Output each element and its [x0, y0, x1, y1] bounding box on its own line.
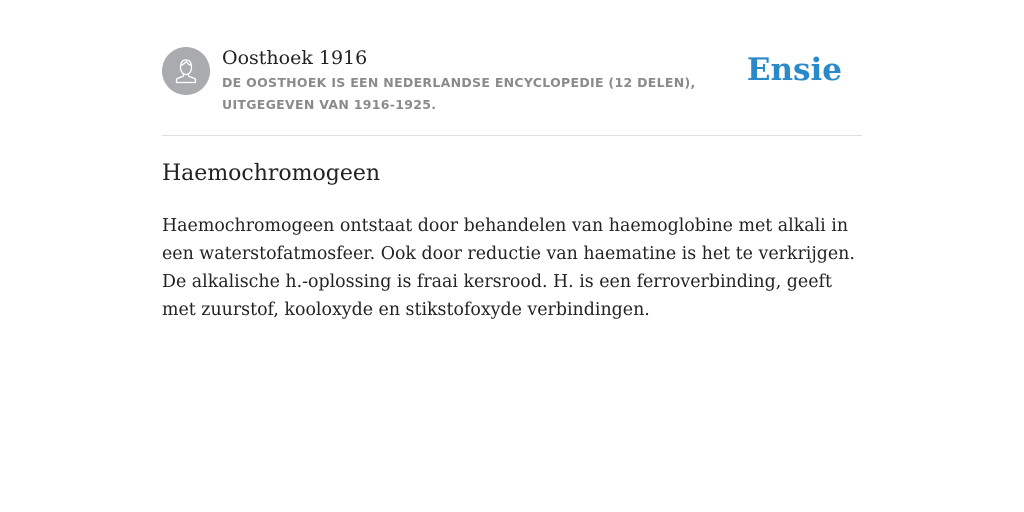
ensie-logo[interactable]: Ensie [746, 52, 842, 88]
user-icon [171, 56, 201, 86]
avatar[interactable] [162, 47, 210, 95]
header [162, 44, 862, 124]
entry-body: Haemochromogeen ontstaat door behandelen van haemoglobine met alkali in een waterstofatmosfeer. Ook door reductie van haematine is het te verkrijgen. De alkalische h.-oplossing is fraai kersrood. H. is een ferroverbinding, geeft met zuurstof, kooloxyde en stikstofoxyde verbindingen. [162, 216, 855, 320]
source-title[interactable]: Oosthoek 1916 [222, 47, 368, 69]
source-description: DE OOSTHOEK IS EEN NEDERLANDSE ENCYCLOPEDIE (12 DELEN), UITGEGEVEN VAN 1916-1925. [222, 75, 696, 112]
source-block [222, 44, 762, 116]
divider [162, 135, 862, 136]
page-title: Haemochromogeen [162, 161, 381, 186]
